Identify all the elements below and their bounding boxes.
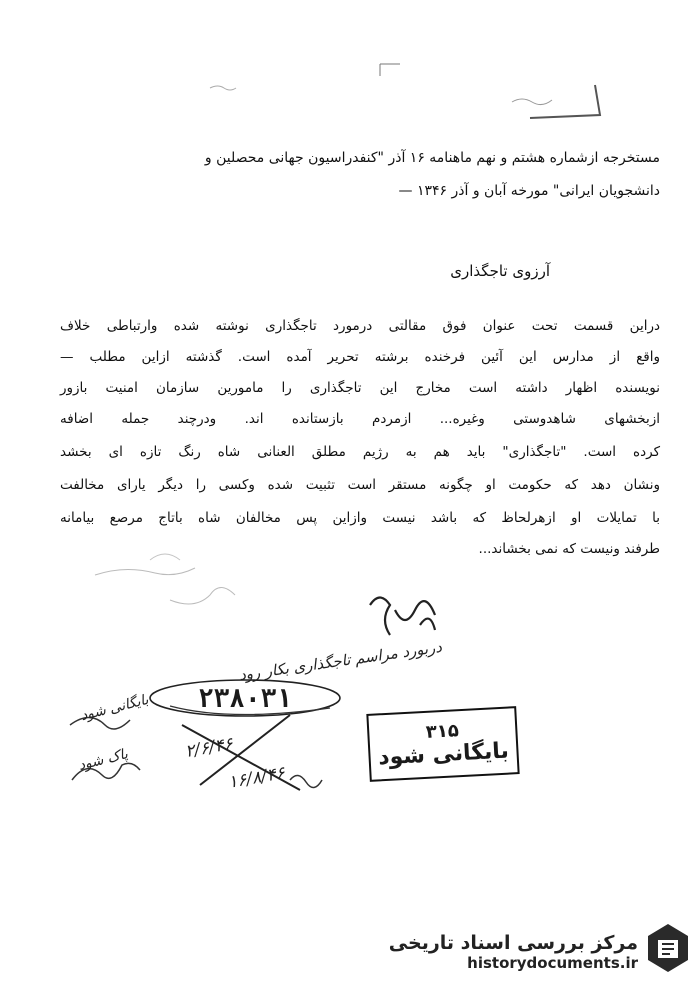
watermark-persian: مرکز بررسی اسناد تاریخی [388, 932, 638, 954]
archive-stamp [366, 706, 519, 782]
header-line-1: مستخرجه ازشماره هشتم و نهم ماهنامه ۱۶ آذر "کنفدراسیون جهانی محصلین و [204, 150, 660, 166]
handwritten-signature-2: پاک شود [76, 746, 130, 774]
header-line-2: دانشجویان ایرانی" مورخه آبان و آذر ۱۳۴۶ — [398, 183, 660, 199]
body-line-7: با تمایلات او ازهرلحاظ که باشد نیست وازاین پس مخالفان شاه باتاج مرصع بیامانه [60, 510, 660, 526]
watermark-english: historydocuments.ir [467, 954, 638, 972]
document-title: آرزوی تاجگذاری [450, 262, 550, 280]
body-line-8: طرفند ونیست که نمی بخشاند... [478, 541, 660, 557]
body-line-3: نویسنده اظهار داشته است مخارج این تاجگذاری را مامورین سازمان امنیت بازور [60, 380, 660, 396]
body-line-6: ونشان دهد که حکومت او چگونه مستقر است تثبیت شده وکسی را دیگر یارای مخالفت [60, 477, 660, 493]
stamp-text: بایگانی شود [377, 738, 510, 771]
registration-number: ۲۳۸۰۳۱ [198, 684, 292, 714]
archive-logo-icon [644, 922, 692, 974]
stamp-number: ۳۱۵ [425, 720, 460, 743]
body-line-2: واقع از مدارس این آئین فرخنده برشته تحریر آمده است. گذشته ازاین مطلب — [60, 349, 660, 365]
handwritten-note: دربورد مراسم تاجگذاری بکار رود [237, 637, 443, 685]
body-line-5: کرده است. "تاجگذاری" باید هم به رژیم مطلق العنانی شاه رنگ تازه ای بخشد [60, 444, 660, 460]
body-line-1: دراین قسمت تحت عنوان فوق مقالتی درمورد تاجگذاری نوشته شده وارتباطی خلاف [60, 318, 660, 334]
body-line-4: ازبخشهای شاهدوستی وغیره... ازمردم بازستانده اند. ودرچند جمله اضافه [60, 411, 660, 427]
handwritten-signature-1: بایگانی شود [79, 691, 151, 725]
watermark [389, 932, 638, 972]
handwritten-date-2: ۱۶/۸/۴۶ [226, 763, 287, 793]
handwritten-date-1: ۲/۶/۴۶ [183, 733, 235, 763]
